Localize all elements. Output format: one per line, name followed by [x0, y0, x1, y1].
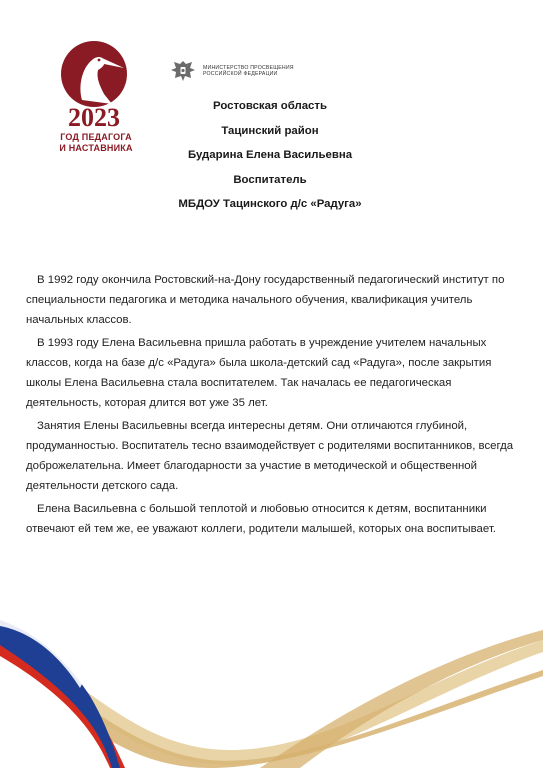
person-name: Бударина Елена Васильевна [187, 149, 353, 161]
bio-paragraph: Елена Васильевна с большой теплотой и любовью относится к детям, воспитанники отвечают ей тем же, ее уважают коллеги, родители малышей, которых она воспитывает. [26, 503, 496, 535]
bio-paragraph: Занятия Елены Васильевны всегда интересны детям. Они отличаются глубиной, продуманностью. Воспитатель тесно взаимодействует с родителями воспитанников, всегда доброжелательна. Имеет благодарности за участие в методической и общественной деятельности детского сада. [26, 420, 514, 492]
biography [26, 270, 522, 542]
ministry-name-line2: РОССИЙСКОЙ ФЕДЕРАЦИИ [203, 71, 278, 77]
ministry-name [203, 65, 294, 78]
ministry-name-line1: МИНИСТЕРСТВО ПРОСВЕЩЕНИЯ [203, 64, 294, 71]
decorative-ribbons [0, 600, 543, 768]
organization-text: МБДОУ Тацинского д/с «Радуга» [178, 198, 362, 210]
district-text: Тацинский район [221, 124, 319, 137]
bio-paragraph: В 1992 году окончила Ростовский-на-Дону государственный педагогический институт по специальности педагогика и методика начального обучения, квалификация учитель начальных классов. [26, 274, 505, 326]
coat-of-arms-icon [168, 58, 198, 84]
logo-caption-line2: И НАСТАВНИКА [59, 143, 133, 153]
ministry-logo [168, 58, 294, 84]
logo-caption-line1: ГОД ПЕДАГОГА [60, 132, 132, 142]
position-text: Воспитатель [233, 173, 307, 186]
region-text: Ростовская область [213, 100, 327, 112]
header-block [130, 94, 410, 217]
bio-paragraph: В 1993 году Елена Васильевна пришла работать в учреждение учителем начальных классов, когда на базе д/с «Радуга» была школа-детский сад «Радуга», после закрытия школы Елена Васильевна стала воспитателем. Так началась ее педагогическая деятельность, которая длится вот уже 35 лет. [26, 337, 492, 409]
logo-year: 2023 [68, 103, 120, 132]
